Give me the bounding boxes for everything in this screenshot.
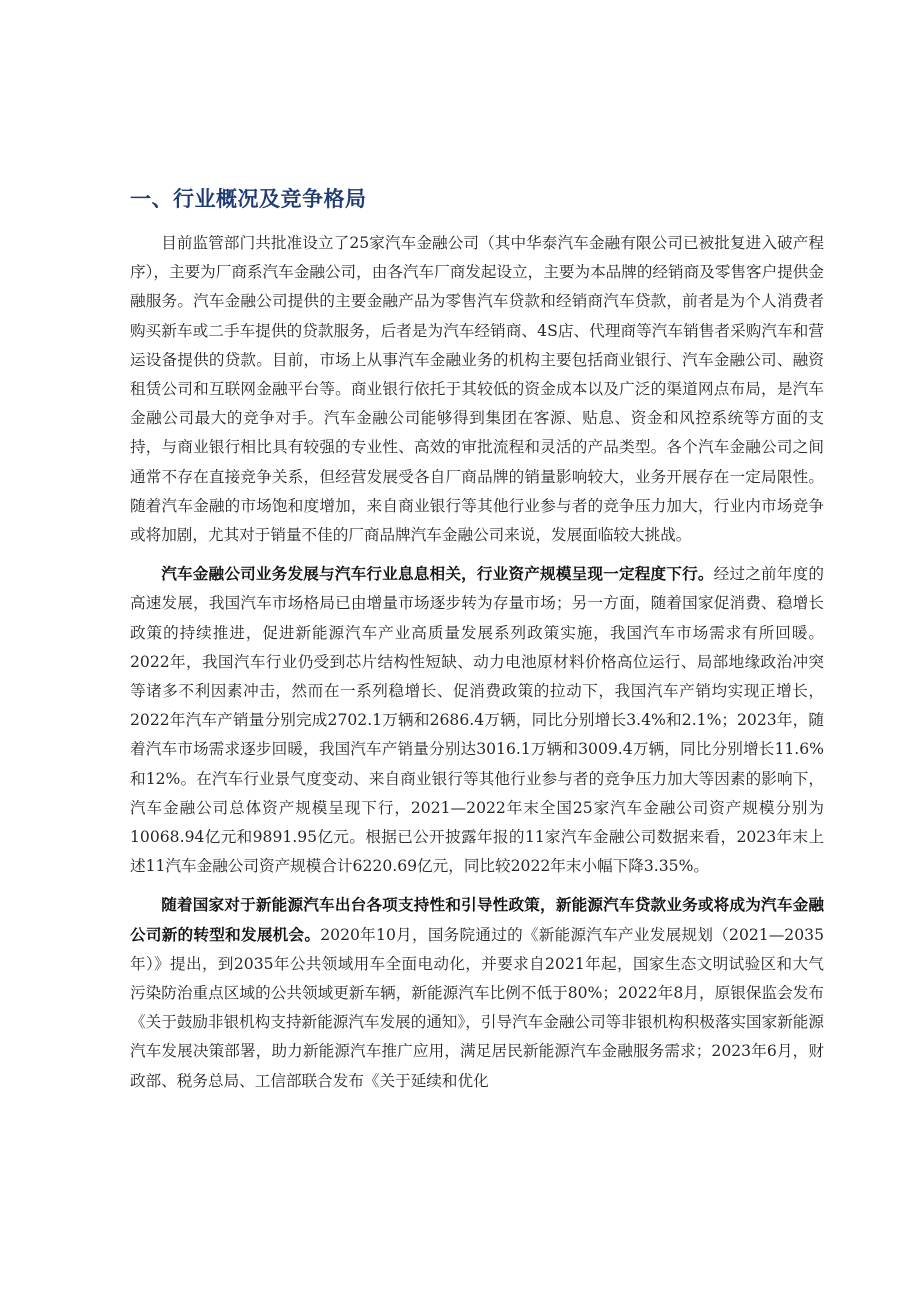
- paragraph-text: 经过之前年度的高速发展，我国汽车市场格局已由增量市场逐步转为存量市场；另一方面，随着国家促消费、稳增长政策的持续推进，促进新能源汽车产业高质量发展系列政策实施，我国汽车市场需求有所回暖。2022年，我国汽车行业仍受到芯片结构性短缺、动力电池原材料价格高位运行、局部地缘政治冲突等诸多不利因素冲击，然而在一系列稳增长、促消费政策的拉动下，我国汽车产销均实现正增长，2022年汽车产销量分别完成2702.1万辆和2686.4万辆，同比分别增长3.4%和2.1%；2023年，随着汽车市场需求逐步回暖，我国汽车产销量分别达3016.1万辆和3009.4万辆，同比分别增长11.6%和12%。在汽车行业景气度变动、来自商业银行等其他行业参与者的竞争压力加大等因素的影响下，汽车金融公司总体资产规模呈现下行，2021—2022年末全国25家汽车金融公司资产规模分别为10068.94亿元和9891.95亿元。根据已公开披露年报的11家汽车金融公司数据来看，2023年末上述11汽车金融公司资产规模合计6220.69亿元，同比较2022年末小幅下降3.35%。: [130, 565, 824, 876]
- section-heading: 一、行业概况及竞争格局: [130, 187, 367, 211]
- paragraph-text: 2020年10月，国务院通过的《新能源汽车产业发展规划（2021—2035年）》提出，到2035年公共领域用车全面电动化，并要求自2021年起，国家生态文明试验区和大气污染防治重点区域的公共领域更新车辆，新能源汽车比例不低于80%；2022年8月，原银保监会发布《关于鼓励非银机构支持新能源汽车发展的通知》，引导汽车金融公司等非银机构积极落实国家新能源汽车发展决策部署，助力新能源汽车推广应用，满足居民新能源汽车金融服务需求；2023年6月，财政部、税务总局、工信部联合发布《关于延续和优化: [130, 925, 824, 1090]
- paragraph-lead: 随着国家对于新能源汽车出台各项支持性和引导性政策，新能源汽车贷款业务或将成为汽车金融公司新的转型和发展机会。: [130, 896, 824, 944]
- paragraph-new-energy: [130, 891, 824, 1095]
- paragraph-text: 目前监管部门共批准设立了25家汽车金融公司（其中华泰汽车金融有限公司已被批复进入破产程序），主要为厂商系汽车金融公司，由各汽车厂商发起设立，主要为本品牌的经销商及零售客户提供金融服务。汽车金融公司提供的主要金融产品为零售汽车贷款和经销商汽车贷款，前者是为个人消费者购买新车或二手车提供的贷款服务，后者是为汽车经销商、4S店、代理商等汽车销售者采购汽车和营运设备提供的贷款。目前，市场上从事汽车金融业务的机构主要包括商业银行、汽车金融公司、融资租赁公司和互联网金融平台等。商业银行依托于其较低的资金成本以及广泛的渠道网点布局，是汽车金融公司最大的竞争对手。汽车金融公司能够得到集团在客源、贴息、资金和风控系统等方面的支持，与商业银行相比具有较强的专业性、高效的审批流程和灵活的产品类型。各个汽车金融公司之间通常不存在直接竞争关系，但经营发展受各自厂商品牌的销量影响较大，业务开展存在一定局限性。随着汽车金融的市场饱和度增加，来自商业银行等其他行业参与者的竞争压力加大，行业内市场竞争或将加剧，尤其对于销量不佳的厂商品牌汽车金融公司来说，发展面临较大挑战。: [130, 234, 824, 545]
- document-body: [130, 229, 824, 1106]
- paragraph-overview: [130, 229, 824, 550]
- paragraph-lead: 汽车金融公司业务发展与汽车行业息息相关，行业资产规模呈现一定程度下行。: [161, 565, 714, 584]
- paragraph-asset-scale: [130, 560, 824, 881]
